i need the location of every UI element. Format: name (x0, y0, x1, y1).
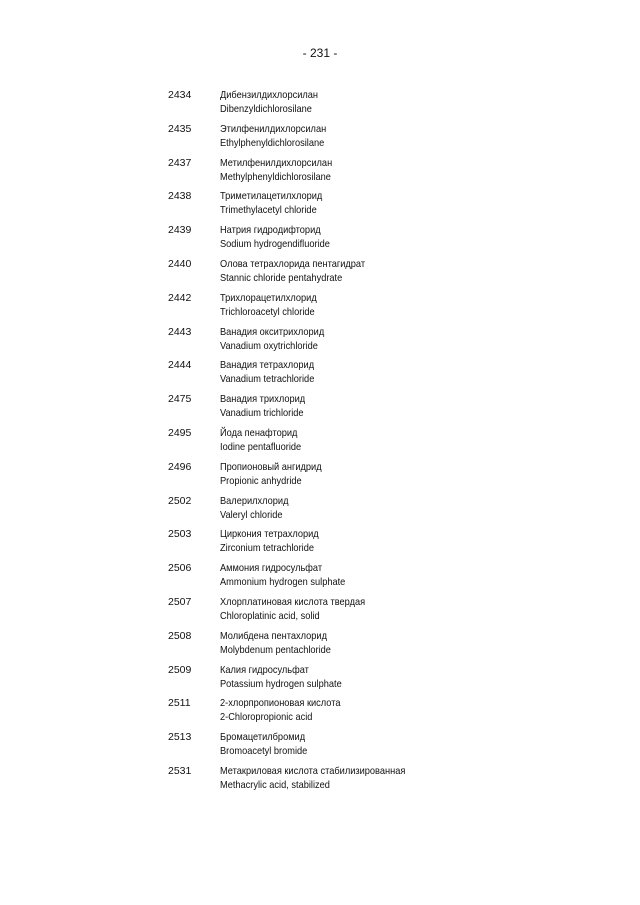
entry-number: 2475 (168, 393, 192, 406)
entry-name-en: Molybdenum pentachloride (220, 643, 331, 656)
entry-row (168, 189, 608, 223)
entry-row (168, 663, 608, 697)
entry-name-en: Chloroplatinic acid, solid (220, 609, 320, 622)
entry-number: 2434 (168, 89, 192, 101)
entry-number: 2513 (168, 731, 192, 744)
entry-name-ru: Молибдена пентахлорид (220, 629, 327, 642)
entry-name-en: Methylphenyldichlorosilane (220, 170, 331, 183)
entry-number: 2442 (168, 291, 192, 304)
entry-names (220, 561, 362, 595)
entry-name-en: Ammonium hydrogen sulphate (220, 576, 346, 589)
entry-name-en: Vanadium oxytrichloride (220, 339, 318, 352)
entry-name-ru: Йода пенафторид (220, 426, 298, 439)
entry-row (168, 561, 608, 595)
entry-row (168, 460, 608, 494)
entry-name-ru: Ванадия окситрихлорид (220, 325, 325, 338)
entry-row (168, 88, 608, 122)
entry-names (220, 426, 312, 460)
entry-names (220, 460, 335, 494)
entry-name-ru: Калия гидросульфат (220, 663, 309, 676)
entry-number: 2531 (168, 764, 192, 777)
entry-names (220, 156, 347, 190)
entry-row (168, 494, 608, 528)
entry-name-en: Vanadium trichloride (220, 407, 304, 420)
entry-name-en: Trichloroacetyl chloride (220, 305, 315, 318)
entry-row (168, 358, 608, 392)
page-number: - 231 - (302, 46, 338, 60)
entry-name-ru: Метакриловая кислота стабилизированная (220, 764, 406, 777)
entry-names (220, 223, 345, 257)
entry-name-ru: Дибензилдихлорсилан (220, 89, 319, 101)
entry-number: 2439 (168, 224, 192, 237)
entry-row (168, 426, 608, 460)
entry-row (168, 629, 608, 663)
entry-row (168, 291, 608, 325)
entry-number: 2508 (168, 629, 192, 642)
entry-name-en: Iodine pentafluoride (220, 440, 302, 453)
entry-names (220, 257, 385, 291)
entry-name-ru: Этилфенилдихлорсилан (220, 122, 327, 135)
entry-name-ru: Олова тетрахлорида пентагидрат (220, 257, 366, 270)
entry-name-en: Ethylphenyldichlorosilane (220, 136, 325, 149)
entry-name-ru: Натрия гидродифторид (220, 224, 321, 237)
entry-row (168, 595, 608, 629)
entry-names (220, 392, 317, 426)
entry-name-ru: Ванадия тетрахлорид (220, 359, 315, 372)
entry-row (168, 764, 608, 798)
entry-name-ru: Бромацетилбромид (220, 731, 306, 744)
entry-number: 2444 (168, 359, 192, 372)
entry-name-ru: Хлорплатиновая кислота твердая (220, 595, 366, 608)
entry-number: 2437 (168, 156, 192, 169)
entry-name-ru: Ванадия трихлорид (220, 393, 306, 406)
entry-names (220, 122, 341, 156)
entry-name-ru: Метилфенилдихлорсилан (220, 156, 333, 169)
entry-name-en: Propionic anhydride (220, 474, 302, 487)
entry-name-en: Methacrylic acid, stabilized (220, 778, 330, 791)
entry-row (168, 257, 608, 291)
entry-row (168, 325, 608, 359)
entry-name-ru: Циркония тетрахлорид (220, 528, 319, 541)
entry-names (220, 663, 358, 697)
entry-names (220, 527, 332, 561)
entry-names (220, 494, 298, 528)
entry-name-en: Vanadium tetrachloride (220, 373, 315, 386)
entry-row (168, 122, 608, 156)
entry-name-ru: Аммония гидросульфат (220, 562, 323, 575)
entry-number: 2511 (168, 697, 191, 710)
entry-name-ru: Трихлорацетилхлорид (220, 291, 317, 304)
entry-name-en: Potassium hydrogen sulphate (220, 677, 342, 690)
entry-number: 2502 (168, 494, 192, 507)
entry-names (220, 325, 338, 359)
entry-row (168, 392, 608, 426)
entry-names (220, 189, 336, 223)
entry-row (168, 730, 608, 764)
entry-name-ru: 2-хлорпропионовая кислота (220, 697, 341, 710)
entry-names (220, 696, 357, 730)
entry-name-en: Stannic chloride pentahydrate (220, 271, 343, 284)
entry-row (168, 696, 608, 730)
entry-number: 2503 (168, 528, 192, 541)
entry-number: 2435 (168, 122, 192, 135)
entry-name-en: Valeryl chloride (220, 508, 283, 521)
entry-name-ru: Валерилхлорид (220, 494, 289, 507)
entry-number: 2507 (168, 595, 192, 608)
entry-name-en: Sodium hydrogendifluoride (220, 238, 330, 251)
entry-name-ru: Триметилацетилхлорид (220, 190, 323, 203)
entry-name-en: Bromoacetyl bromide (220, 745, 308, 758)
entry-number: 2506 (168, 562, 192, 575)
entry-row (168, 156, 608, 190)
entry-name-en: Trimethylacetyl chloride (220, 204, 317, 217)
entry-list (168, 88, 608, 798)
entry-row (168, 527, 608, 561)
entry-row (168, 223, 608, 257)
entry-number: 2438 (168, 190, 192, 203)
entry-name-ru: Пропионовый ангидрид (220, 460, 322, 473)
entry-names (220, 595, 385, 629)
entry-name-en: Dibenzyldichlorosilane (220, 103, 312, 115)
entry-names (220, 764, 431, 798)
entry-names (220, 629, 346, 663)
entry-number: 2443 (168, 325, 192, 338)
entry-number: 2440 (168, 257, 192, 270)
entry-name-en: Zirconium tetrachloride (220, 542, 314, 555)
entry-names (220, 291, 330, 325)
entry-names (220, 88, 331, 122)
entry-name-en: 2-Chloropropionic acid (220, 711, 313, 724)
entry-number: 2496 (168, 460, 192, 473)
entry-number: 2495 (168, 426, 192, 439)
entry-names (220, 730, 319, 764)
entry-number: 2509 (168, 663, 192, 676)
entry-names (220, 358, 327, 392)
